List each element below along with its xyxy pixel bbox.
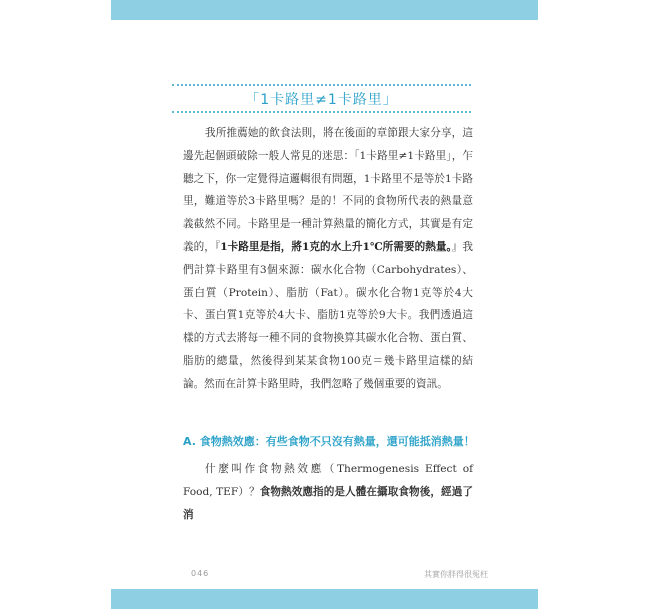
top-color-bar [111, 0, 538, 20]
section-heading: 「1卡路里≠1卡路里」 [245, 92, 398, 108]
paragraph-text-continued: 』我們計算卡路里有3個來源：碳水化合物（Carbohydrates）、蛋白質（Protein）、脂肪（Fat）。碳水化合物1克等於4大卡、蛋白質1克等於4大卡、脂肪1克等於9大卡。我們透過這樣的方式去將每一種不同的食物換算其碳水化合物、蛋白質、脂肪的總量，然後得到某某食物100克＝幾卡路里這樣的結論。然而在計算卡路里時，我們忽略了幾個重要的資訊。 [183, 240, 474, 390]
bottom-color-bar [111, 589, 538, 609]
heading-divider-bottom [172, 111, 471, 113]
heading-divider-top [172, 84, 471, 86]
body-paragraph [183, 122, 473, 396]
book-title: 其實你胖得很冤枉 [424, 570, 488, 579]
bold-tef-definition: 食物熱效應指的是人體在攝取食物後，經過了消 [183, 485, 473, 521]
paragraph-2-text: 什麼叫作食物熱效應（Thermogenesis Effect of Food, TEF）？ [183, 463, 473, 498]
bold-definition: 1卡路里是指，將1克的水上升1℃所需要的熱量。 [220, 240, 452, 253]
book-page [111, 0, 538, 609]
body-paragraph-2 [183, 458, 473, 526]
page-number: 046 [191, 569, 210, 578]
subsection-heading: A. 食物熱效應：有些食物不只沒有熱量，還可能抵消熱量！ [183, 435, 475, 448]
paragraph-text: 我所推薦她的飲食法則，將在後面的章節跟大家分享，這邊先起個頭破除一般人常見的迷思：「1卡路里≠1卡路里」，乍聽之下，你一定覺得這邏輯很有問題，1卡路里不是等於1卡路里，難道等於3卡路里嗎？是的！不同的食物所代表的熱量意義截然不同。卡路里是一種計算熱量的簡化方式，其實是有定義的，『 [183, 127, 473, 253]
